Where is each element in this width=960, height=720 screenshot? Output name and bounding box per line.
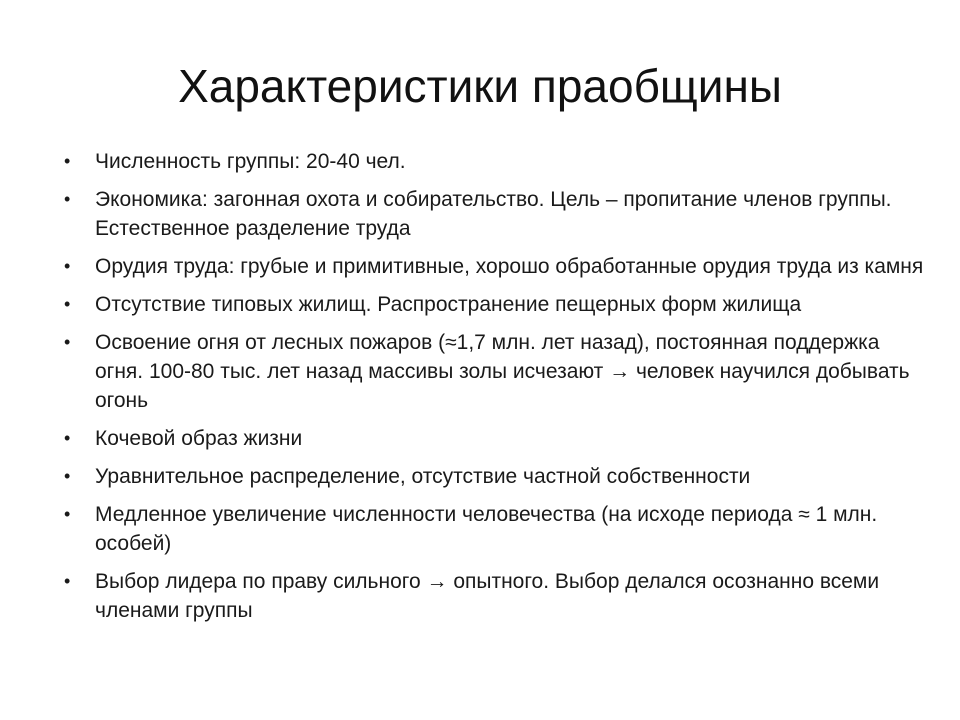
bullet-item	[64, 185, 924, 243]
bullet-item	[64, 424, 924, 453]
bullet-text: Численность группы: 20-40 чел.	[95, 150, 406, 173]
bullet-item	[64, 252, 924, 281]
bullet-text: Уравнительное распределение, отсутствие частной собственности	[95, 465, 751, 488]
bullet-dot-icon: •	[64, 504, 71, 524]
bullet-dot-icon: •	[64, 332, 71, 352]
bullet-text: Выбор лидера по праву сильного → опытного. Выбор делался осознанно всеми членами группы	[95, 570, 880, 622]
slide-title: Характеристики праобщины	[178, 60, 782, 112]
bullet-item	[64, 462, 924, 491]
bullet-text: Освоение огня от лесных пожаров (≈1,7 млн. лет назад), постоянная поддержка огня. 100-80 тыс. лет назад массивы золы исчезают → человек научился добывать огонь	[95, 331, 910, 412]
bullet-item	[64, 328, 924, 415]
bullet-text: Отсутствие типовых жилищ. Распространение пещерных форм жилища	[95, 293, 802, 316]
bullet-dot-icon: •	[64, 571, 71, 591]
bullet-item	[64, 567, 924, 625]
bullet-dot-icon: •	[64, 466, 71, 486]
bullet-list	[64, 147, 924, 634]
bullet-item	[64, 500, 924, 558]
bullet-item	[64, 290, 924, 319]
bullet-dot-icon: •	[64, 256, 71, 276]
bullet-text: Кочевой образ жизни	[95, 427, 303, 450]
bullet-text: Орудия труда: грубые и примитивные, хорошо обработанные орудия труда из камня	[95, 255, 924, 278]
bullet-dot-icon: •	[64, 189, 71, 209]
bullet-item	[64, 147, 924, 176]
bullet-dot-icon: •	[64, 294, 71, 314]
bullet-text: Медленное увеличение численности человечества (на исходе периода ≈ 1 млн. особей)	[95, 503, 878, 555]
bullet-text: Экономика: загонная охота и собирательство. Цель – пропитание членов группы. Естественное разделение труда	[95, 188, 892, 240]
bullet-dot-icon: •	[64, 151, 71, 171]
bullet-dot-icon: •	[64, 428, 71, 448]
